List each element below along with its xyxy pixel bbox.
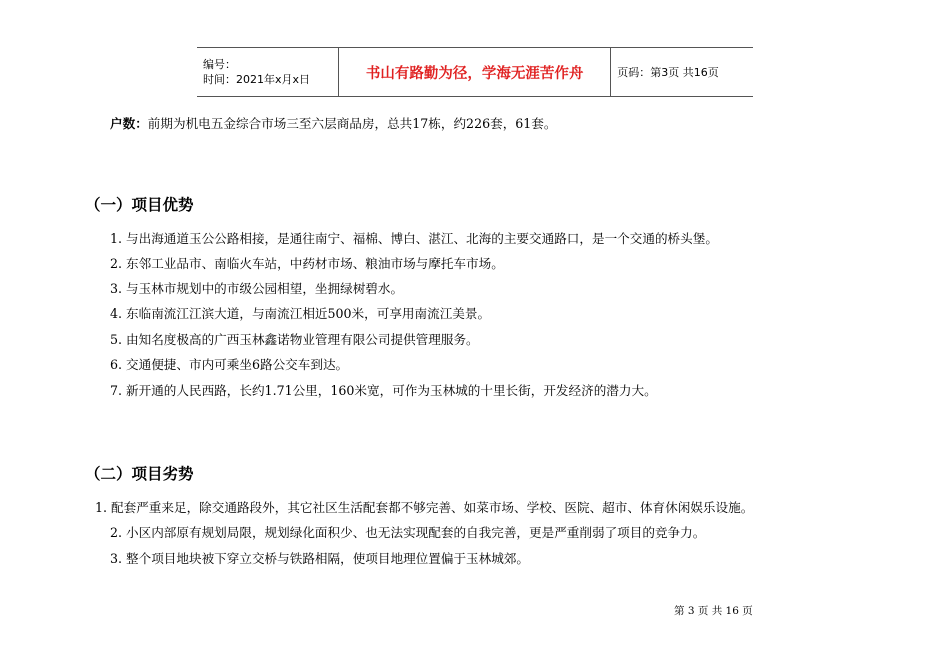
advantage-item-2: 2. 东邻工业品市、南临火车站，中药材市场、粮油市场与摩托车市场。 (110, 256, 504, 271)
header-motto: 书山有路勤为径，学海无涯苦作舟 (338, 48, 610, 97)
advantage-item-7: 7. 新开通的人民西路，长约1.71公里，160米宽，可作为玉林城的十里长街，开发经济的潜力大。 (110, 383, 657, 398)
disadvantage-item-1: 1. 配套严重来足，除交通路段外，其它社区生活配套都不够完善、如菜市场、学校、医院、超市、体育休闲娱乐设施。 (95, 500, 754, 515)
section2-heading: （二）项目劣势 (85, 465, 194, 483)
households-label: 户数： (110, 116, 148, 131)
document-number-label: 编号： (203, 58, 236, 71)
households-text: 前期为机电五金综合市场三至六层商品房，总共17栋，约226套，61套。 (147, 116, 557, 131)
advantage-item-3: 3. 与玉林市规划中的市级公园相望，坐拥绿树碧水。 (110, 281, 404, 296)
advantage-item-4: 4. 东临南流江江滨大道，与南流江相近500米，可享用南流江美景。 (110, 306, 491, 321)
advantage-item-6: 6. 交通便捷、市内可乘坐6路公交车到达。 (110, 357, 349, 372)
document-time-label: 时间：2021年x月x日 (203, 73, 311, 86)
footer-page-number: 第 3 页 共 16 页 (674, 605, 753, 617)
header-left-cell (197, 48, 338, 97)
disadvantage-item-2: 2. 小区内部原有规划局限，规划绿化面积少、也无法实现配套的自我完善，更是严重削弱了项目的竞争力。 (110, 525, 706, 540)
advantage-item-5: 5. 由知名度极高的广西玉林鑫诺物业管理有限公司提供管理服务。 (110, 332, 479, 347)
header-page-label: 页码：第3页 共16页 (611, 48, 753, 97)
households-line (110, 116, 557, 132)
disadvantage-item-3: 3. 整个项目地块被下穿立交桥与铁路相隔，使项目地理位置偏于玉林城郊。 (110, 551, 530, 566)
header-table (197, 47, 753, 97)
advantage-item-1: 1. 与出海通道玉公公路相接，是通往南宁、福棉、博白、湛江、北海的主要交通路口，是一个交通的桥头堡。 (110, 231, 718, 246)
section1-heading: （一）项目优势 (85, 196, 194, 214)
